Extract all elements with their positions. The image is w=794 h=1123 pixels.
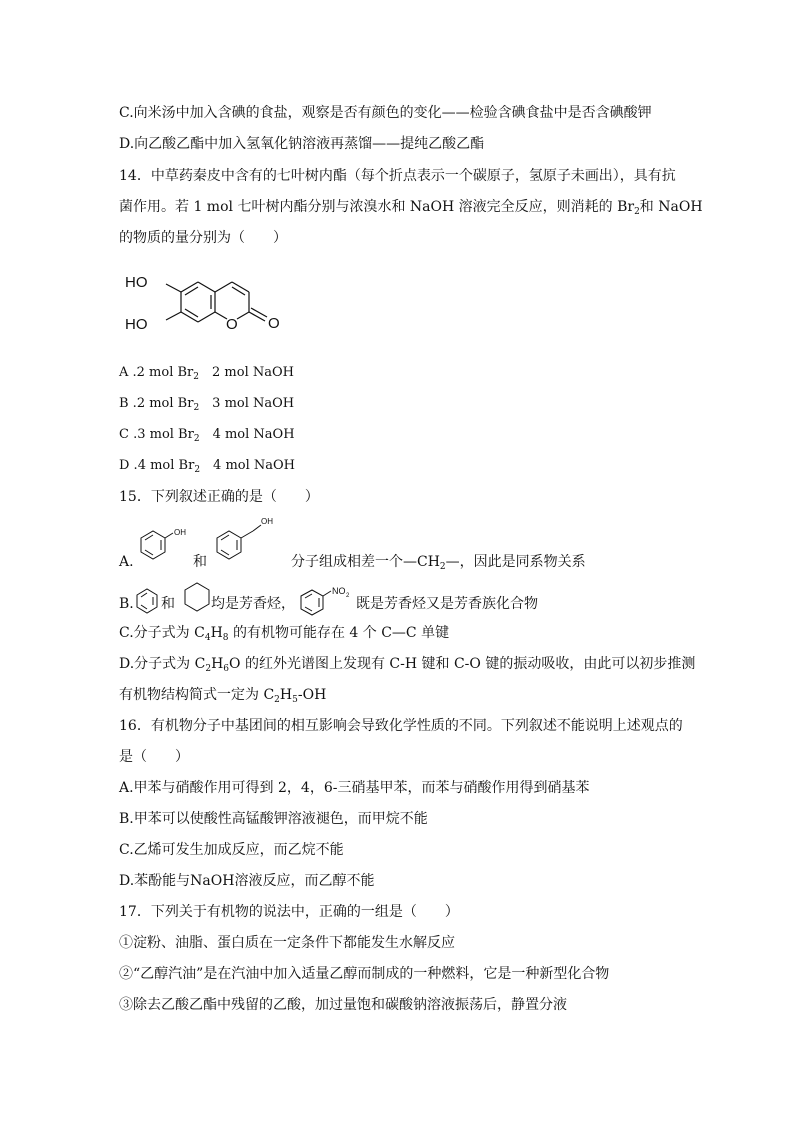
q16-option-b: B.甲苯可以使酸性高锰酸钾溶液褪色，而甲烷不能 [119, 811, 428, 827]
q16-option-a: A.甲苯与硝酸作用可得到 2，4，6-三硝基甲苯，而苯与硝酸作用得到硝基苯 [119, 780, 590, 796]
benzene-structure [134, 586, 160, 616]
q16-stem-line1: 16．有机物分子中基团间的相互影响会导致化学性质的不同。下列叙述不能说明上述观点的 [119, 718, 683, 734]
benzyl-alcohol-structure [211, 514, 281, 564]
q15-stem: 15．下列叙述正确的是（ ） [119, 489, 319, 505]
benzyl-oh-label: OH [261, 517, 273, 526]
q15-option-b-and: 和 [161, 596, 175, 612]
carbonyl-oxygen-label: O [268, 315, 280, 332]
ho-label-bottom: HO [125, 316, 148, 333]
q15-option-a-text: 分子组成相差一个$—CH_2—$，因此是同系物关系 [291, 554, 586, 572]
q15-option-a-label: A. [119, 554, 134, 570]
phenol-structure [133, 524, 193, 564]
ring-oxygen-label: O [226, 316, 238, 333]
q15-option-d-line1: D.分子式为 $C_2H_6O$ 的红外光谱图上发现有 C-H 键和 C-O 键的振动吸收，由此可以初步推测 [119, 656, 696, 674]
q15-option-d-line2: 有机物结构简式一定为 $C_2H_5-OH$ [119, 687, 327, 705]
q15-option-b-text2: 既是芳香烃又是芳香族化合物 [356, 596, 538, 612]
q15-option-b-text1: 均是芳香烃， [211, 596, 295, 612]
q15-option-b-label: B. [119, 596, 134, 612]
q15-option-c: C.分子式为 $C_4H_8$ 的有机物可能存在 4 个 C—C 单键 [119, 625, 450, 643]
q16-option-d: D.苯酚能与NaOH溶液反应，而乙醇不能 [119, 873, 375, 889]
q17-item-3: ③除去乙酸乙酯中残留的乙酸，加过量饱和碳酸钠溶液振荡后，静置分液 [119, 997, 567, 1013]
nitro-subscript: 2 [346, 593, 350, 599]
phenol-oh-label: OH [174, 528, 186, 537]
q17-stem: 17．下列关于有机物的说法中，正确的一组是（ ） [119, 904, 459, 920]
ho-label-top: HO [125, 274, 148, 291]
q14-option-d: D .4 mol $Br_2$ 4 mol NaOH [119, 458, 296, 475]
q15-option-a-and: 和 [193, 554, 207, 570]
q13-option-d: D.向乙酸乙酯中加入氢氧化钠溶液再蒸馏——提纯乙酸乙酯 [119, 136, 485, 152]
nitro-label: NO [332, 586, 346, 596]
q13-option-c: C.向米汤中加入含碘的食盐，观察是否有颜色的变化——检验含碘食盐中是否含碘酸钾 [119, 105, 652, 121]
q14-option-c: C .3 mol $Br_2$ 4 mol NaOH [119, 427, 295, 444]
esculetin-structure [119, 262, 309, 352]
q14-option-a: A .2 mol $Br_2$ 2 mol NaOH [119, 365, 294, 382]
cyclohexane-structure [182, 580, 212, 614]
nitrobenzene-structure [297, 584, 357, 618]
q14-stem-line2: 菌作用。若 1 mol 七叶树内酯分别与浓溴水和 NaOH 溶液完全反应，则消耗的 $Br_2$和 NaOH [119, 199, 703, 217]
q14-option-b: B .2 mol $Br_2$ 3 mol NaOH [119, 396, 295, 413]
q17-item-2: ②“乙醇汽油”是在汽油中加入适量乙醇而制成的一种燃料，它是一种新型化合物 [119, 966, 610, 982]
q16-stem-line2: 是（ ） [119, 749, 189, 765]
q17-item-1: ①淀粉、油脂、蛋白质在一定条件下都能发生水解反应 [119, 935, 455, 951]
q14-stem-line1: 14．中草药秦皮中含有的七叶树内酯（每个折点表示一个碳原子，氢原子未画出），具有抗 [119, 168, 676, 184]
q16-option-c: C.乙烯可发生加成反应，而乙烷不能 [119, 842, 344, 858]
q14-stem-line3: 的物质的量分别为（ ） [119, 230, 287, 246]
